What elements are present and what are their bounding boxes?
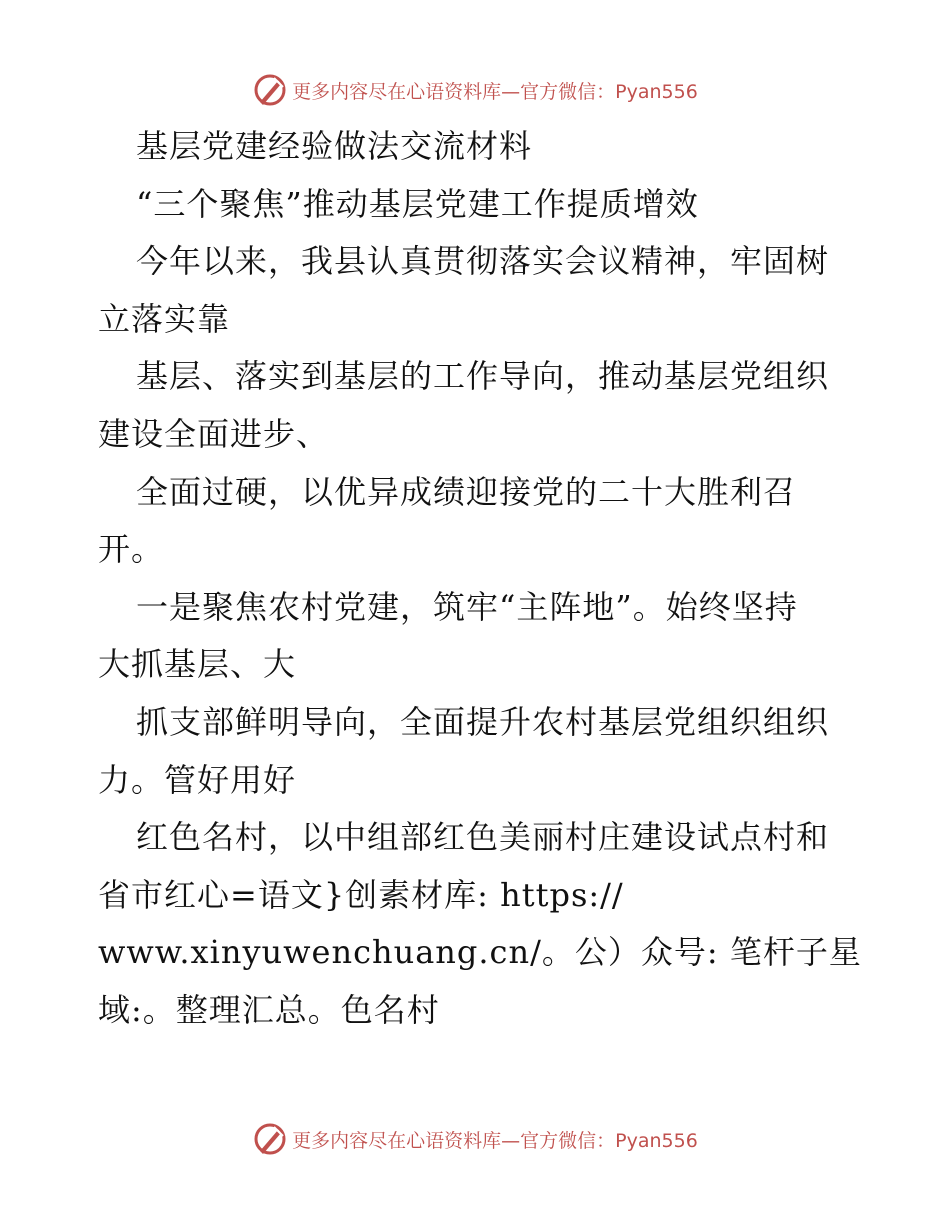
document-title: 基层党建经验做法交流材料: [136, 127, 533, 165]
watermark-contact: 官方微信：Pyan556: [520, 1129, 698, 1152]
paragraph-line: 一是聚焦农村党建，筑牢“主阵地”。始终坚持: [136, 587, 798, 626]
document-subtitle: “三个聚焦”推动基层党建工作提质增效: [136, 184, 699, 223]
watermark-title: 更多内容尽在心语资料库: [292, 1129, 502, 1152]
paragraph-line: 建设全面进步、: [98, 414, 330, 453]
paragraph-line: 红色名村，以中组部红色美丽村庄建设试点村和: [136, 818, 830, 857]
paragraph-line: 大抓基层、大: [98, 645, 297, 684]
paragraph-line: 立落实靠: [98, 299, 231, 338]
paragraph-line: 今年以来，我县认真贯彻落实会议精神，牢固树: [136, 242, 830, 281]
footer-watermark: [0, 1119, 950, 1159]
document-body: [98, 118, 868, 1040]
paragraph-line: 开。: [98, 530, 165, 569]
watermark-dash: —: [501, 80, 521, 103]
paragraph-line: www.xinyuwenchuang.cn/。公）众号: 笔杆子星: [98, 933, 862, 972]
pen-logo-icon: [252, 72, 288, 108]
watermark-dash: —: [501, 1129, 521, 1152]
paragraph-line: 省市红心=语文}创素材库: https://: [98, 875, 624, 914]
watermark-title: 更多内容尽在心语资料库: [292, 80, 502, 103]
paragraph-line: 全面过硬，以优异成绩迎接党的二十大胜利召: [136, 472, 797, 511]
paragraph-line: 基层、落实到基层的工作导向，推动基层党组织: [136, 357, 830, 396]
watermark-contact: 官方微信：Pyan556: [520, 80, 698, 103]
watermark-text: [292, 77, 698, 104]
pen-logo-icon: [252, 1121, 288, 1157]
paragraph-line: 域:。整理汇总。色名村: [98, 990, 440, 1029]
watermark-text: [292, 1126, 698, 1153]
header-watermark: [0, 70, 950, 110]
paragraph-line: 力。管好用好: [98, 760, 297, 799]
paragraph-line: 抓支部鲜明导向，全面提升农村基层党组织组织: [136, 702, 830, 741]
